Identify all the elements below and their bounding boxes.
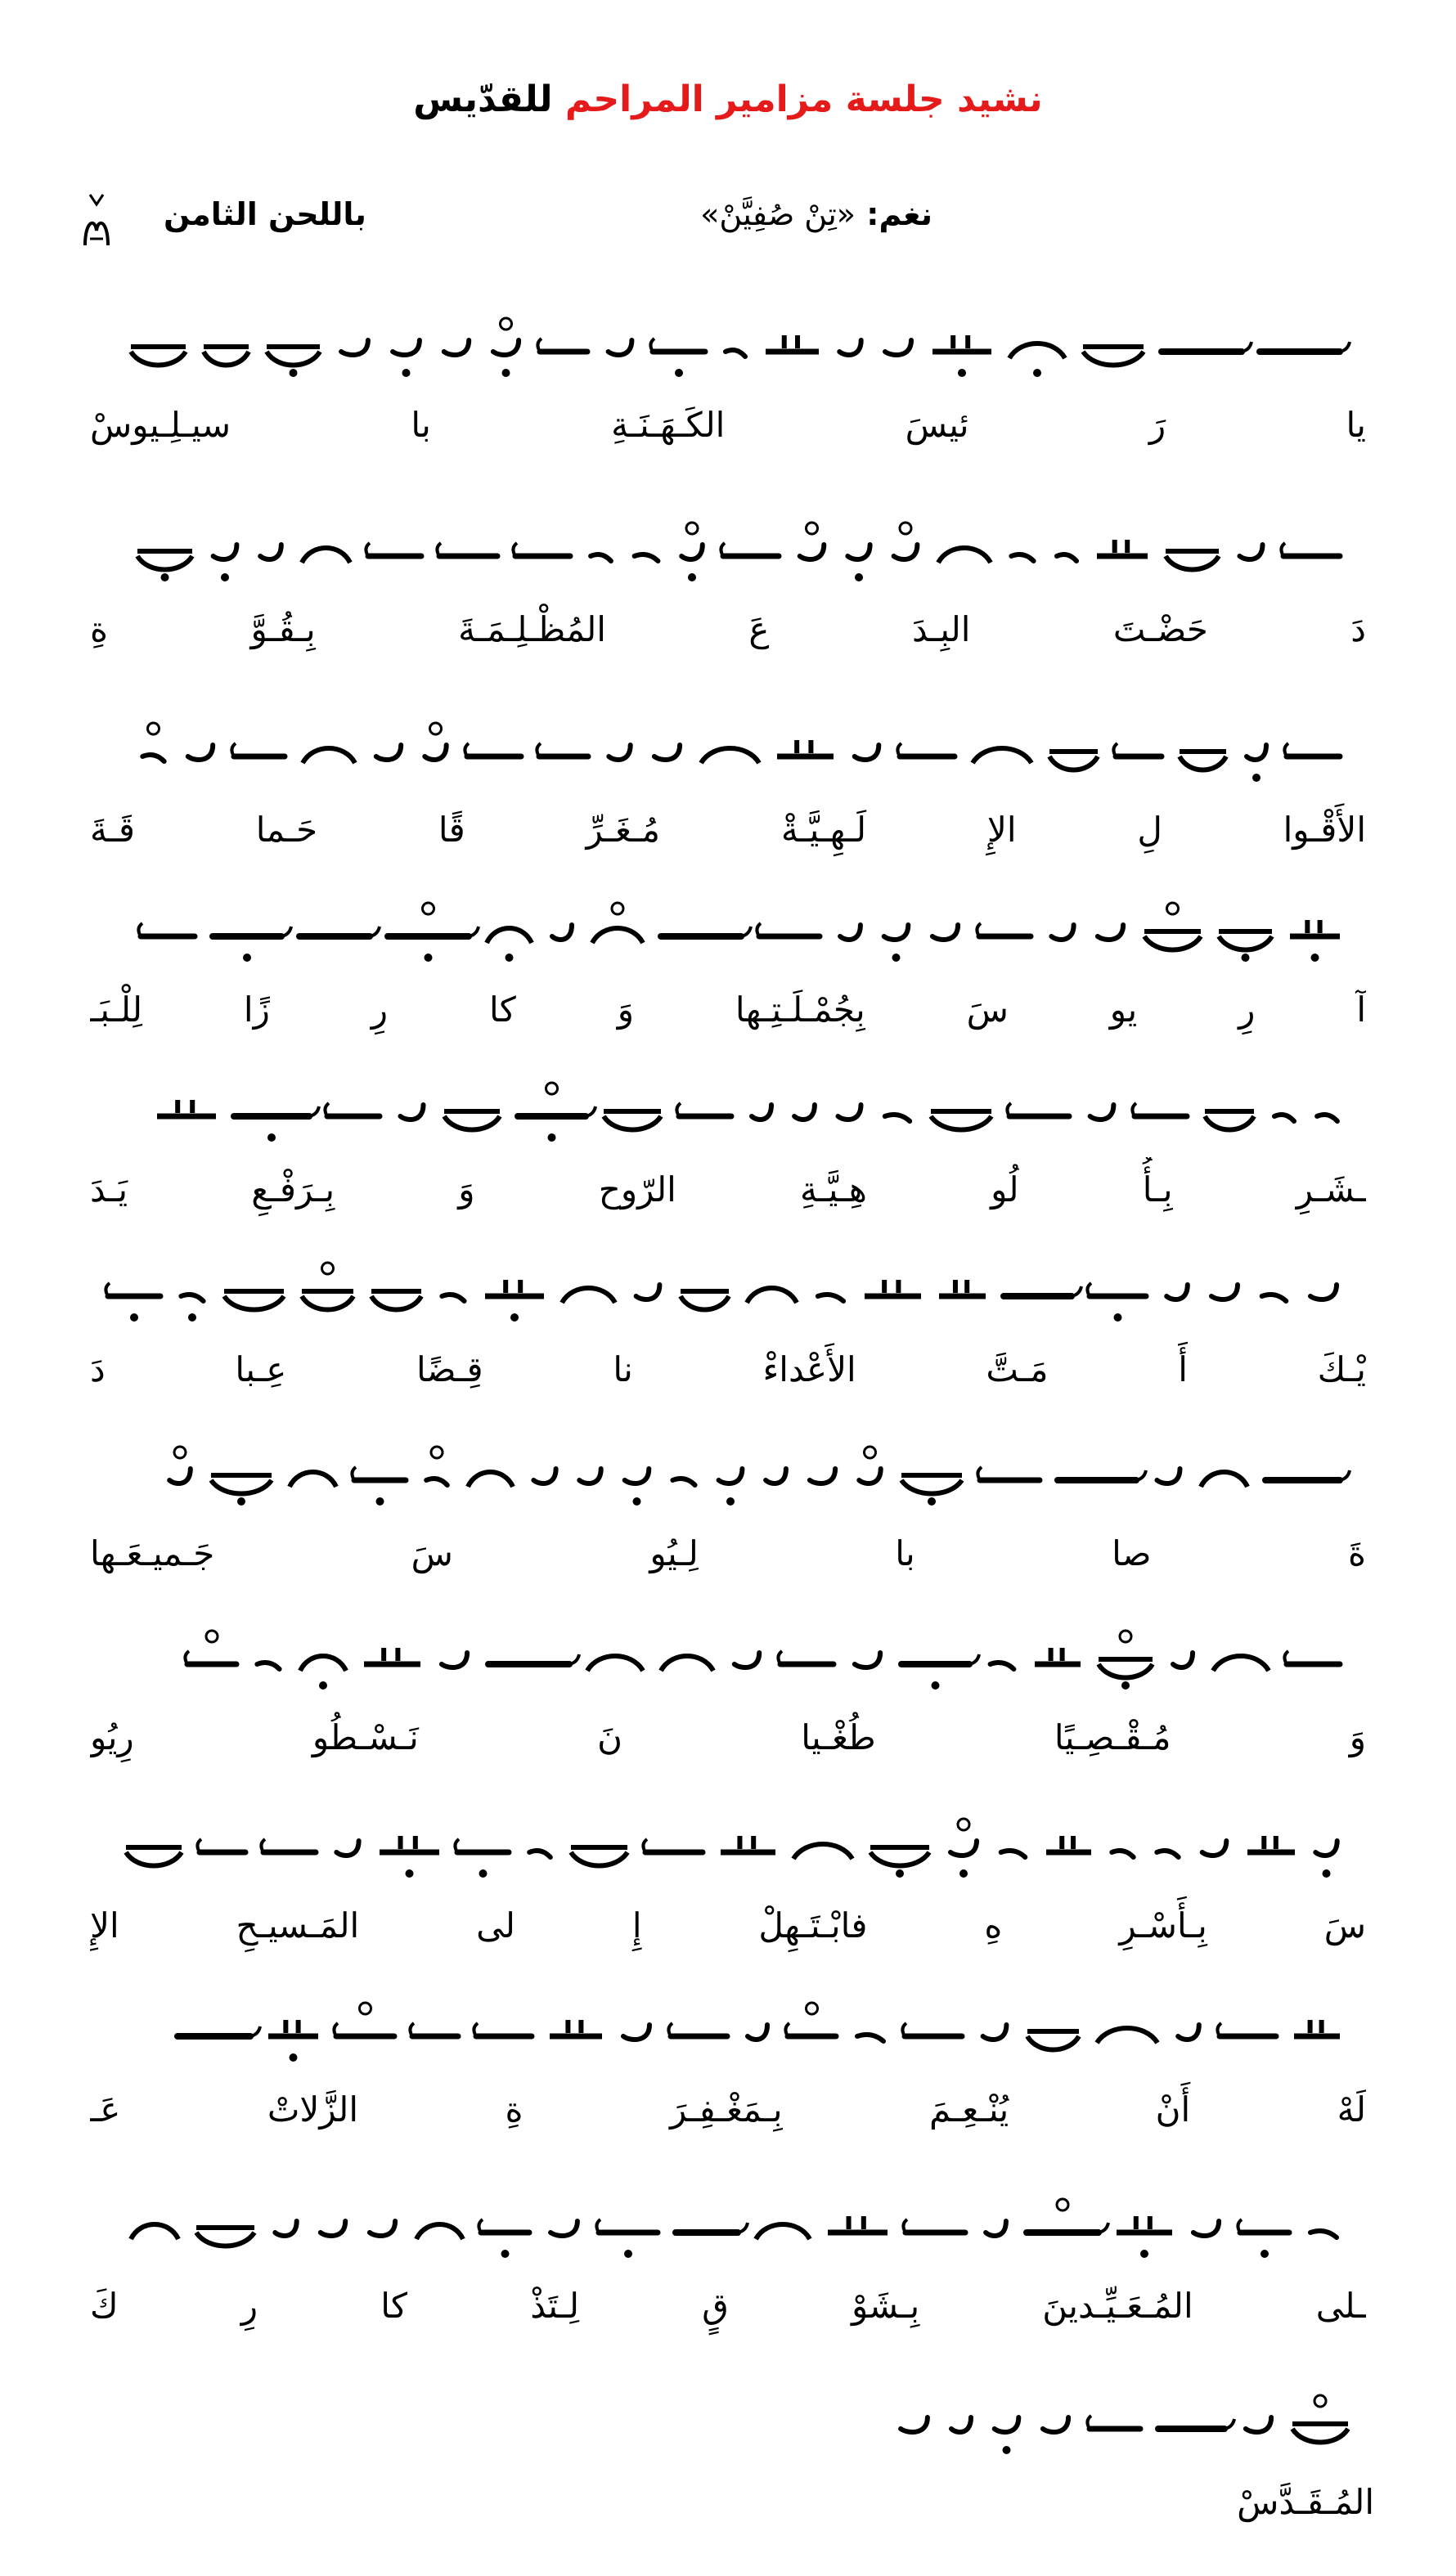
neume-sign [388,903,479,962]
neume-sign [213,927,291,962]
title-black-part: للقدّيس [413,79,553,120]
neume-sign [442,1653,467,1667]
lyric-line: وَ مُـقْـصِـيًا طُغْـيا نَ نَـسْـطُو رِيُو [90,1717,1366,1757]
score-row [90,1239,1366,1443]
neume-sign [188,745,213,760]
neume-sign [1180,752,1226,770]
neume-sign [903,2219,965,2233]
neume-sign [991,1663,1014,1669]
neume-sign [275,2221,296,2236]
neume-sign [260,545,281,559]
neume-sign [325,1103,380,1116]
neume-sign [654,745,680,760]
neume-sign [393,340,420,377]
neume-sign [604,1111,661,1130]
neume-line [90,1423,1366,1529]
neume-sign [650,339,705,377]
neume-sign [336,1841,358,1856]
neume-sign [1113,743,1162,756]
neume-sign [885,1115,910,1121]
neume-sign [1262,1295,1287,1301]
neume-sign [267,347,320,377]
maqam-name: «تِنْ صُفِيَّنْ» [700,196,856,232]
neume-sign [352,1467,406,1506]
neume-sign [766,1469,786,1483]
neume-sign [986,2221,1006,2236]
neume-sign [487,928,532,962]
neume-sign [106,1283,160,1322]
neume-sign [855,1653,880,1667]
lyric-line: آ رِ يو سَ بِجُمْـلَـتِـها وَ كا رِ زًا لِلْـبَـ [90,990,1366,1030]
neume-sign [609,745,630,760]
neume-line [90,499,1366,605]
neume-sign [1112,1851,1133,1857]
neume-sign [157,1100,216,1116]
neume-sign [747,1288,797,1303]
neume-sign [1219,931,1272,962]
neume-sign [931,1111,991,1130]
neume-sign [973,748,1031,763]
neume-sign [185,1631,236,1664]
neume-sign [676,2223,748,2233]
lyric-line: ةَ صا با لِـيُو سَ جَـميـعَـها [90,1533,1366,1573]
neume-sign [1049,752,1098,770]
neume-sign [1057,554,1076,561]
neume-sign [672,1479,694,1485]
neume-sign [902,2023,962,2036]
neume-sign [468,1472,513,1487]
score-row [90,1795,1366,1999]
neume-sign [721,543,779,556]
neume-sign [1178,2025,1199,2040]
neume-sign [370,2221,395,2236]
neume-sign [1201,1472,1247,1487]
neume-sign [870,1847,929,1878]
neume-sign [1310,1285,1337,1299]
score-row [90,1059,1366,1263]
neume-sign [196,2228,254,2246]
neume-sign [178,2026,260,2036]
neume-sign [485,1280,544,1322]
neume-sign [211,1475,272,1506]
neume-sign [465,743,521,756]
neume-sign [721,1836,775,1852]
neume-sign [766,335,819,352]
neume-sign [1051,925,1073,940]
neume-sign [1027,2031,1079,2050]
neume-sign [1046,1836,1091,1852]
neume-sign [138,923,195,936]
neume-sign [533,1469,555,1483]
neume-sign [1202,1841,1227,1856]
lyric-line: يْـكَ أَ مَـتَّ الأَعْداءْ نا قِـضًا عِـبا دَ [90,1349,1366,1389]
neume-sign [1007,1103,1069,1116]
score-row [90,2175,1366,2380]
neume-sign [676,1103,731,1116]
neume-sign [1246,2417,1271,2432]
neume-sign [1211,1285,1238,1299]
neume-line [90,1059,1366,1165]
neume-sign [901,2417,928,2432]
neume-sign [1317,1115,1337,1121]
neume-sign [591,554,611,561]
neume-line [90,1795,1366,1901]
neume-sign [635,554,658,561]
neume-sign [1009,343,1065,377]
lyric-line: دَ حَضْـتَ البِـدَ عَ المُظْـلِـمَـةَ بِـقُـوَّ ةِ [90,609,1366,649]
neume-sign [847,545,870,581]
neume-sign [1284,743,1340,756]
neume-sign [681,523,703,581]
neume-sign [1284,1651,1340,1664]
neume-sign [426,1447,447,1485]
neume-sign [932,335,991,377]
neume-sign [1087,1283,1146,1322]
neume-sign [376,745,401,760]
neume-sign [1310,2231,1337,2237]
neume-sign [885,340,911,355]
neume-sign [855,745,879,760]
neume-sign [552,925,572,940]
neume-sign [785,2003,836,2036]
neume-sign [442,1295,464,1301]
score-row [90,879,1366,1084]
title-red-part: نشيد جلسة مزامير المراحم [564,79,1043,120]
neume-sign [793,1844,852,1859]
neume-sign [1260,342,1350,352]
lyric-line: ـلى المُـعَـيِّـدينَ بِـشَوْ قٍ لِـتَذْ كا رِ كَ [90,2286,1366,2326]
neume-sign [1213,1656,1269,1671]
maqam-label: نغم: [866,196,932,232]
neume-sign [1132,1103,1187,1116]
neume-sign [425,723,446,760]
neume-sign [1099,1631,1153,1690]
lyric-line: يا رَ ئيسَ الكَـهَـنَـةِ با سيـلِـيوسْ [90,405,1366,445]
neume-sign [537,339,587,352]
neume-sign [735,1653,759,1667]
neume-sign [609,340,632,355]
neume-sign [444,1111,500,1130]
neume-sign [1240,545,1263,559]
neume-sign [756,2224,810,2239]
neume-sign [592,903,643,943]
neume-sign [950,1819,977,1878]
neume-sign [800,523,825,559]
neume-sign [234,1106,319,1142]
neume-sign [1162,342,1252,352]
neume-sign [810,1469,835,1483]
neume-sign [865,1280,921,1296]
neume-sign [290,1472,336,1487]
neume-sign [838,1105,861,1120]
neume-sign [364,1648,420,1664]
neume-sign [1117,2216,1172,2258]
score-row [90,699,1366,904]
neume-sign [181,1295,203,1322]
neume-sign [142,723,164,761]
neume-sign [661,927,751,936]
neume-sign [1083,347,1144,366]
neume-sign [1173,1653,1193,1667]
neume-sign [757,923,820,936]
neume-sign [213,545,237,581]
neume-sign [701,748,759,763]
neume-sign [661,1656,713,1671]
neume-sign [1058,1470,1146,1480]
neume-line [90,1239,1366,1345]
neume-sign [137,551,192,581]
lyric-line: سَ بِـأَسْـرِ هِ فابْـتَـهِلْ إِ لى المَـسيـحِ الإِ [90,1905,1366,1945]
neume-sign [859,1447,880,1483]
neume-sign [550,2020,602,2036]
neume-sign [410,2023,458,2036]
neume-sign [479,2219,529,2258]
neume-sign [1157,1851,1178,1857]
neume-sign [488,1654,579,1664]
neume-sign [939,1280,986,1296]
neume-sign [341,340,368,355]
score-row [90,499,1366,703]
neume-sign [1315,1841,1337,1878]
neume-sign [1027,2199,1108,2233]
neume-sign [995,2417,1019,2454]
neume-sign [1090,1105,1114,1120]
neume-sign [231,743,285,756]
mode-martyria-icon [79,188,115,254]
neume-line [818,2372,1374,2478]
neume-sign [131,2224,178,2239]
neume-sign [1193,2221,1219,2236]
neume-sign [828,2216,888,2233]
neume-sign [596,2219,658,2258]
neume-sign [983,2025,1007,2040]
neume-sign [587,1656,643,1671]
neume-sign [794,1105,815,1120]
neume-sign [1265,1470,1350,1480]
neume-sign [268,2020,318,2062]
neume-sign [550,2221,577,2236]
neume-sign [977,1467,1040,1480]
neume-sign [857,2035,883,2041]
neume-sign [1292,2395,1348,2443]
neume-sign [1097,2028,1157,2043]
neume-sign [1035,1648,1081,1664]
neume-sign [126,1847,182,1866]
score-row [90,1979,1366,2183]
neume-sign [334,2003,394,2036]
hymn-title [0,75,1456,124]
neume-sign [1087,2416,1140,2429]
neume-sign [302,548,350,563]
neume-sign [299,927,380,936]
neume-sign [1217,2023,1276,2036]
neume-sign [366,543,421,556]
neume-sign [1205,1111,1254,1130]
neume-sign [1001,1851,1026,1857]
neume-sign [1247,745,1266,782]
neume-sign [726,350,745,357]
neume-sign [300,1656,346,1690]
neume-line [90,294,1366,401]
neume-sign [897,743,955,756]
neume-sign [302,1263,353,1310]
neume-sign [938,548,991,563]
neume-sign [894,523,918,559]
neume-sign [1247,1836,1295,1852]
neume-sign [224,1291,284,1310]
neume-sign [932,925,958,940]
neume-sign [777,740,834,756]
neume-sign [197,1839,245,1852]
neume-sign [901,1654,979,1690]
score-row [90,294,1366,499]
neume-sign [1097,540,1148,556]
neume-sign [455,1839,509,1878]
score-row [90,1607,1366,1811]
neume-line [90,1607,1366,1713]
neume-sign [1166,1285,1188,1299]
lyric-line: لَهْ أَنْ يُنْـعِـمَ بِـمَغْـفِـرَ ةِ الزَّلاتْ عَـ [90,2089,1366,2129]
neume-sign [380,1836,439,1878]
neume-sign [840,925,861,940]
neume-sign [537,743,588,756]
neume-sign [493,318,519,377]
neume-sign [625,1469,649,1506]
neume-sign [884,925,909,962]
neume-sign [444,340,469,355]
neume-sign [257,1663,279,1669]
neume-line [90,2175,1366,2282]
neume-sign [681,1291,729,1310]
neume-sign [901,1475,962,1506]
neume-sign [818,1295,843,1301]
neume-sign [1166,551,1219,570]
neume-sign [562,1288,615,1303]
neume-line [90,699,1366,806]
maqam-info [700,196,932,232]
score-row [818,2372,1374,2576]
neume-sign [643,1839,703,1852]
neume-sign [1098,925,1123,940]
neume-sign [131,347,186,366]
lyric-line: ـشَـرِ بِـأُ لُو هِـيَّـةِ الرّوح وَ بِـرَفْـعِ يَـدَ [90,1169,1366,1209]
neume-sign [951,2417,971,2432]
neume-sign [1281,543,1340,556]
neume-sign [261,1839,316,1852]
neume-sign [1157,1469,1180,1483]
neume-sign [437,543,497,556]
neume-sign [1144,903,1201,950]
neume-sign [636,1285,660,1299]
neume-line [90,1979,1366,2085]
score-row [90,1423,1366,1627]
neume-sign [1043,2417,1068,2432]
neume-sign [401,1105,424,1120]
neume-sign [1294,2020,1340,2036]
neume-sign [1274,1115,1294,1121]
neume-sign [1238,2219,1289,2258]
neume-line [90,879,1366,985]
neume-sign [513,543,570,556]
neume-sign [518,1083,595,1142]
neume-sign [474,2023,532,2036]
neume-sign [623,2025,649,2040]
neume-sign [204,347,249,366]
neume-sign [839,340,861,355]
lyric-line: الأَقْـوا لِ الإِ لَـهِـيَّـةْ مُـغَـرِّ قًا حَـما قَـةَ [90,810,1366,850]
neume-sign [778,1651,834,1664]
neume-sign [169,1447,191,1483]
neume-sign [1011,554,1033,561]
neume-sign [1290,920,1340,962]
lyric-line: المُـقَـدَّسْ [1237,2482,1374,2522]
neume-sign [571,1847,627,1866]
mode-label: باللحن الثامن [164,196,366,232]
hymn-meta [0,188,1456,254]
neume-sign [1158,2419,1234,2429]
neume-sign [371,1291,421,1310]
neume-sign [416,2224,463,2239]
neume-sign [303,748,355,763]
neume-sign [748,2025,767,2040]
neume-sign [719,1469,743,1506]
neume-sign [579,1469,600,1483]
neume-sign [977,923,1031,936]
neume-sign [668,2023,727,2036]
neume-sign [321,2221,345,2236]
neume-sign [752,1105,771,1120]
neume-sign [529,1851,550,1857]
neume-sign [1004,1286,1081,1296]
